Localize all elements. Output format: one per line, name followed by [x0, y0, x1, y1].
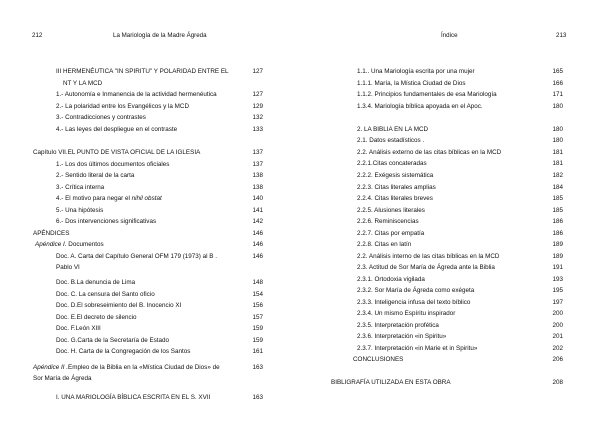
entry-title: 2.2.4. Citas literales breves	[357, 195, 433, 202]
entry-title: 2.2.3. Citas literales amplias	[357, 184, 436, 191]
right-entry	[357, 184, 436, 192]
entry-title: 2.3.7. Interpretación «in Marie et in Spiritu»	[357, 345, 478, 352]
entry-title: 2.2.1.Citas concateradas	[357, 160, 427, 167]
entry-page-number: 208	[552, 379, 563, 386]
entry-page-number: 138	[252, 184, 263, 191]
entry-page-number: 132	[252, 114, 263, 121]
entry-title: 1.- Los dos últimos documentos oficiales	[56, 161, 170, 168]
entry-title: 5.- Una hipótesis	[56, 207, 104, 214]
left-entry	[56, 314, 137, 322]
entry-title: 2.2.6. Reminiscencias	[357, 218, 419, 225]
left-entry	[63, 80, 102, 88]
right-page-number: 213	[556, 32, 567, 39]
right-entry	[357, 299, 470, 307]
left-entry	[56, 161, 169, 169]
entry-page-number: 166	[552, 80, 563, 87]
left-entry	[33, 364, 220, 372]
right-entry	[357, 160, 427, 168]
entry-italic-term: nihil obstat	[131, 195, 162, 202]
entry-title: 1.1.. Una Mariología escrita por una mujer	[357, 68, 475, 75]
entry-title: Documentos	[66, 241, 104, 248]
entry-title: 2.3.1. Ortodoxia vigilada	[357, 276, 425, 283]
entry-page-number: 138	[252, 172, 263, 179]
entry-title: Sor María de Ágreda	[33, 375, 92, 382]
entry-title: 2.3.5. Interpretación profética	[357, 322, 439, 329]
entry-page-number: 129	[252, 103, 263, 110]
left-entry	[56, 184, 104, 192]
entry-page-number: 137	[252, 149, 263, 156]
entry-page-number: 146	[252, 230, 263, 237]
right-entry	[357, 253, 499, 261]
entry-page-number: 181	[552, 160, 563, 167]
left-entry	[56, 337, 169, 345]
entry-title: Doc. B.La denuncia de Lima	[56, 279, 136, 286]
entry-title: Doc. F.León XIII	[56, 325, 101, 332]
right-entry	[357, 91, 497, 99]
entry-page-number: 200	[552, 310, 563, 317]
entry-title: Pablo VI	[56, 264, 80, 271]
entry-title: 2.2. Análisis interno de las citas bíblicas en la MCD	[357, 253, 500, 260]
right-running-title: Índice	[441, 32, 458, 39]
left-entry	[56, 302, 181, 310]
entry-title: 2.3.3. Inteligencia infusa del texto bíblico	[357, 299, 471, 306]
entry-page-number: 191	[552, 264, 563, 271]
left-entry	[56, 218, 156, 226]
entry-page-number: 195	[552, 287, 563, 294]
left-entry	[33, 230, 69, 238]
entry-page-number: 182	[552, 172, 563, 179]
entry-title: 2.3. Actitud de Sor María de Ágreda ante la Biblia	[357, 264, 495, 271]
entry-page-number: 140	[252, 195, 263, 202]
entry-page-number: 137	[252, 161, 263, 168]
left-entry	[56, 114, 146, 122]
left-entry	[56, 103, 189, 111]
entry-page-number: 201	[552, 333, 563, 340]
entry-title: Doc. D.El sobreseimiento del B. Inocencio XI	[56, 302, 182, 309]
entry-page-number: 127	[252, 68, 263, 75]
left-entry	[35, 241, 104, 249]
entry-title: 2.2.8. Citas en latín	[357, 241, 412, 248]
right-entry	[357, 126, 428, 134]
entry-page-number: 202	[552, 345, 563, 352]
left-entry	[56, 279, 135, 287]
entry-title: NT Y LA MCD	[63, 80, 103, 87]
entry-page-number: 141	[252, 207, 263, 214]
right-entry	[353, 356, 403, 364]
entry-page-number: 146	[252, 253, 263, 260]
left-entry	[56, 195, 162, 203]
entry-title: 2.3.4. Un mismo Espíritu inspirador	[357, 310, 456, 317]
entry-page-number: 171	[552, 91, 563, 98]
entry-title: CONCLUSIONES	[353, 356, 404, 363]
entry-title: Capítulo VII.EL PUNTO DE VISTA OFICIAL DE LA IGLESIA	[33, 149, 201, 156]
entry-title: 1.1.1. María, la Mística Ciudad de Dios	[357, 80, 466, 87]
right-entry	[357, 80, 466, 88]
right-entry	[357, 241, 411, 249]
entry-title: 2.2.5. Alusiones literales	[357, 207, 425, 214]
right-entry	[357, 149, 501, 157]
entry-page-number: 181	[552, 149, 563, 156]
entry-page-number: 186	[552, 230, 563, 237]
entry-page-number: 189	[552, 253, 563, 260]
right-entry	[357, 195, 433, 203]
entry-title: Doc. C. La censura del Santo oficio	[56, 291, 155, 298]
entry-title: I. UNA MARIOLOGÍA BÍBLICA ESCRITA EN EL S. XVII	[56, 394, 211, 401]
left-entry	[56, 325, 101, 333]
entry-title: 1.- Autonomía e Inmanencia de la actividad hermenéutica	[56, 91, 217, 98]
right-entry	[357, 207, 425, 215]
entry-title: Doc. H. Carta de la Congregación de los Santos	[56, 348, 191, 355]
entry-page-number: 185	[552, 195, 563, 202]
left-entry	[33, 375, 91, 383]
entry-title: Doc. E.El decreto de silencio	[56, 314, 137, 321]
entry-title: 1.3.4. Mariología bíblica apoyada en el Apoc.	[357, 103, 483, 110]
entry-title: APÉNDICES	[33, 230, 70, 237]
entry-page-number: 159	[252, 325, 263, 332]
left-entry	[56, 264, 80, 272]
right-entry	[357, 103, 483, 111]
entry-title: 2.3.2. Sor María de Ágreda como exégeta	[357, 287, 475, 294]
right-entry	[357, 218, 419, 226]
entry-page-number: 165	[552, 68, 563, 75]
entry-title: BIBLIGRAFÍA UTILIZADA EN ESTA OBRA	[331, 379, 451, 386]
entry-page-number: 142	[252, 218, 263, 225]
entry-title: Doc. A. Carta del Capítulo General OFM 179 (1973) al B .	[56, 253, 217, 260]
entry-page-number: 133	[252, 126, 263, 133]
left-page-number: 212	[32, 32, 43, 39]
entry-title: 4.- El motivo para negar el	[56, 195, 132, 202]
right-entry	[357, 137, 424, 145]
entry-title: 2. LA BIBLIA EN LA MCD	[357, 126, 429, 133]
entry-title: Doc. G.Carta de la Secretaría de Estado	[56, 337, 170, 344]
entry-page-number: 200	[552, 322, 563, 329]
right-entry	[357, 310, 455, 318]
entry-title: 2.2. Análisis externo de las citas bíblicas en la MCD	[357, 149, 502, 156]
entry-page-number: 206	[552, 356, 563, 363]
right-entry	[357, 333, 446, 341]
entry-title: 2.2.2. Exégesis sistemática	[357, 172, 434, 179]
entry-page-number: 159	[252, 337, 263, 344]
left-entry	[56, 68, 229, 76]
left-entry	[56, 172, 134, 180]
entry-title: III HERMENÉUTICA "IN SPIRITU" Y POLARIDAD ENTRE EL	[56, 68, 229, 75]
entry-title: 4.- Las leyes del despliegue en el contraste	[56, 126, 178, 133]
entry-page-number: 127	[252, 91, 263, 98]
right-entry	[331, 379, 451, 387]
entry-page-number: 146	[252, 241, 263, 248]
entry-title: 6.- Dos intervenciones significativas	[56, 218, 157, 225]
left-entry	[56, 291, 155, 299]
entry-page-number: 197	[552, 299, 563, 306]
entry-title: 2.1. Datos estadísticos .	[357, 137, 425, 144]
left-entry	[56, 126, 177, 134]
entry-page-number: 184	[552, 184, 563, 191]
entry-page-number: 180	[552, 137, 563, 144]
entry-page-number: 180	[552, 103, 563, 110]
right-entry	[357, 276, 425, 284]
entry-page-number: 185	[552, 207, 563, 214]
entry-page-number: 157	[252, 314, 263, 321]
entry-title: 3.- Contradicciones y contrastes	[56, 114, 146, 121]
entry-page-number: 148	[252, 279, 263, 286]
entry-page-number: 180	[552, 126, 563, 133]
entry-page-number: 163	[252, 394, 263, 401]
left-entry	[56, 207, 103, 215]
right-entry	[357, 264, 495, 272]
entry-title: 2.2.7. Citas por empatía	[357, 230, 425, 237]
right-entry	[357, 345, 477, 353]
right-entry	[357, 322, 439, 330]
left-entry	[56, 394, 210, 402]
left-entry	[56, 348, 190, 356]
entry-italic-prefix: Apéndice I.	[35, 241, 67, 248]
left-entry	[56, 253, 217, 261]
entry-page-number: 193	[552, 276, 563, 283]
entry-title: 1.1.2. Principios fundamentales de esa Mariología	[357, 91, 497, 98]
entry-page-number: 189	[552, 241, 563, 248]
entry-page-number: 161	[252, 348, 263, 355]
right-entry	[357, 172, 433, 180]
entry-title: 2.- Sentido literal de la carta	[56, 172, 135, 179]
left-entry	[56, 91, 217, 99]
entry-title: 3.- Crítica interna	[56, 184, 105, 191]
entry-page-number: 154	[252, 291, 263, 298]
entry-page-number: 163	[252, 364, 263, 371]
entry-italic-prefix: Apéndice II .	[33, 364, 69, 371]
entry-title: 2.3.6. Interpretación «in Spiritu»	[357, 333, 447, 340]
entry-page-number: 186	[552, 218, 563, 225]
right-entry	[357, 230, 424, 238]
left-running-title: La Mariología de la Madre Ágreda	[113, 32, 207, 39]
entry-page-number: 156	[252, 302, 263, 309]
right-entry	[357, 287, 474, 295]
entry-title: Empleo de la Biblia en la «Mística Ciudad de Dios» de	[68, 364, 220, 371]
left-entry	[33, 149, 200, 157]
entry-title: 2.- La polaridad entre los Evangélicos y la MCD	[56, 103, 190, 110]
right-entry	[357, 68, 475, 76]
